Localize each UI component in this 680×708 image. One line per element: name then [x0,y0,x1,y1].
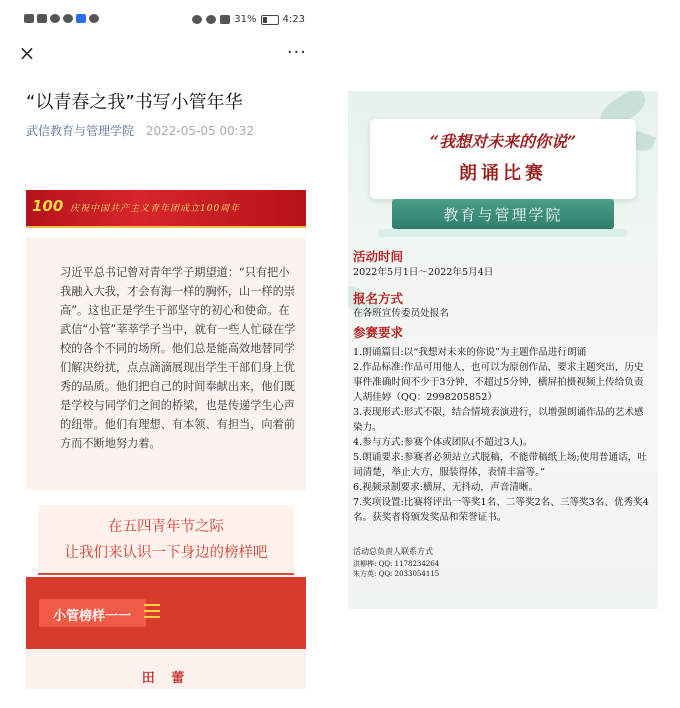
intro-card [26,237,306,490]
person-card [26,649,306,689]
location-icon [63,14,73,23]
centennial-logo: 100 [32,197,64,215]
section-time-body: 2022年5月1日～2022年5月4日 [353,267,494,278]
decor-lines-icon [144,604,160,622]
role-model-tag [39,599,146,627]
poster-ribbon [392,199,614,229]
phone-screen [0,0,335,708]
callout-box [38,505,294,575]
eye-icon [192,15,202,24]
clock: 4:23 [282,14,305,25]
battery-percent: 31% [234,14,257,25]
app-notification-icon [76,14,86,23]
scroll-roll [378,229,628,237]
callout-line-1: 在五四青年节之际 [108,519,224,535]
section-time-heading: 活动时间 [353,249,404,264]
sim-icon [24,14,34,23]
rule-item: 2.作品标准:作品可用他人，也可以为原创作品，要求主题突出，历史事件准确时间不少于3分钟，不超过5分钟，横屏拍摄视频上传给负责人胡佳婷（QQ：2998205852） [353,362,644,403]
section-signup-heading: 报名方式 [353,291,404,306]
article-meta [26,122,254,139]
callout-line-2: 让我们来认识一下身边的榜样吧 [64,545,268,561]
rule-item: 6.视频录制要求:横屏、无抖动，声音清晰。 [353,482,539,493]
role-model-header [26,577,306,649]
youth-league-banner [26,190,306,228]
rule-item: 4.参与方式:参赛个体或团队(不超过3人)。 [353,437,533,448]
article-title: “以青春之我”书写小管年华 [26,92,243,113]
person-name: 田 蕾 [141,671,191,686]
section-signup-body: 在各班宣传委员处报名 [353,308,449,319]
nav-bar [0,40,335,70]
battery-icon [261,15,279,25]
poster-title-2: 朗诵比赛 [459,163,547,184]
wifi-icon [50,14,60,23]
message-icon [89,14,99,23]
contact-1: 洪柳桦: QQ: 1178234264 [353,560,440,568]
poster-title-scroll [370,119,636,199]
poster-title-1: “我想对未来的你说” [429,132,577,151]
contact-heading: 活动总负责人联系方式 [353,547,433,556]
rule-item: 3.表现形式:形式不限，结合情境表演进行，以增强朗诵作品的艺术感染力。 [353,407,644,433]
rule-item: 7.奖项设置:比赛将评出一等奖1名、二等奖2名、三等奖3名、优秀奖4名。获奖者将颁发奖品和荣誉证书。 [353,497,649,523]
close-icon[interactable]: × [18,41,36,65]
rules-list [353,345,653,525]
rule-item: 1.朗诵篇目:以“我想对未来的你说”为主题作品进行朗诵 [353,347,587,358]
poster-ribbon-text: 教育与管理学院 [443,206,563,224]
section-rules-heading: 参赛要求 [353,325,404,340]
intro-paragraph: 习近平总书记曾对青年学子期望道：“只有把小我融入大我，才会有海一样的胸怀，山一样的崇高”。这也正是学生干部坚守的初心和使命。在武信“小管”莘莘学子当中，就有一些人忙碌在学校的各个不同的场所。他们总是能高效地替同学们解决纷扰，点点滴滴展现出学生干部们身上优秀的品质。他们把自己的时间奉献出来，他们既是学校与同学们之间的桥梁，也是传递学生心声的纽带。他们有理想、有本领、有担当，向着前方而不断地努力着。 [60,266,296,450]
status-bar [0,0,335,40]
author-link[interactable]: 武信教育与管理学院 [26,124,135,138]
publish-date: 2022-05-05 00:32 [145,124,254,138]
rule-item: 5.朗诵要求:参赛者必须站立式脱稿，不能带稿纸上场;使用普通话，吐词清楚，举止大方，服装得体，表情丰富等。” [353,452,647,478]
signal-icon [37,14,47,23]
role-model-tag-label: 小管榜样一一 [53,609,132,624]
more-options-icon[interactable]: ··· [286,42,307,63]
banner-text: 庆祝中国共产主义青年团成立100周年 [70,204,241,214]
contact-2: 朱方英: QQ: 2033054115 [353,570,440,578]
mute-icon [220,15,230,24]
competition-poster[interactable] [348,91,658,609]
alarm-icon [206,15,216,24]
